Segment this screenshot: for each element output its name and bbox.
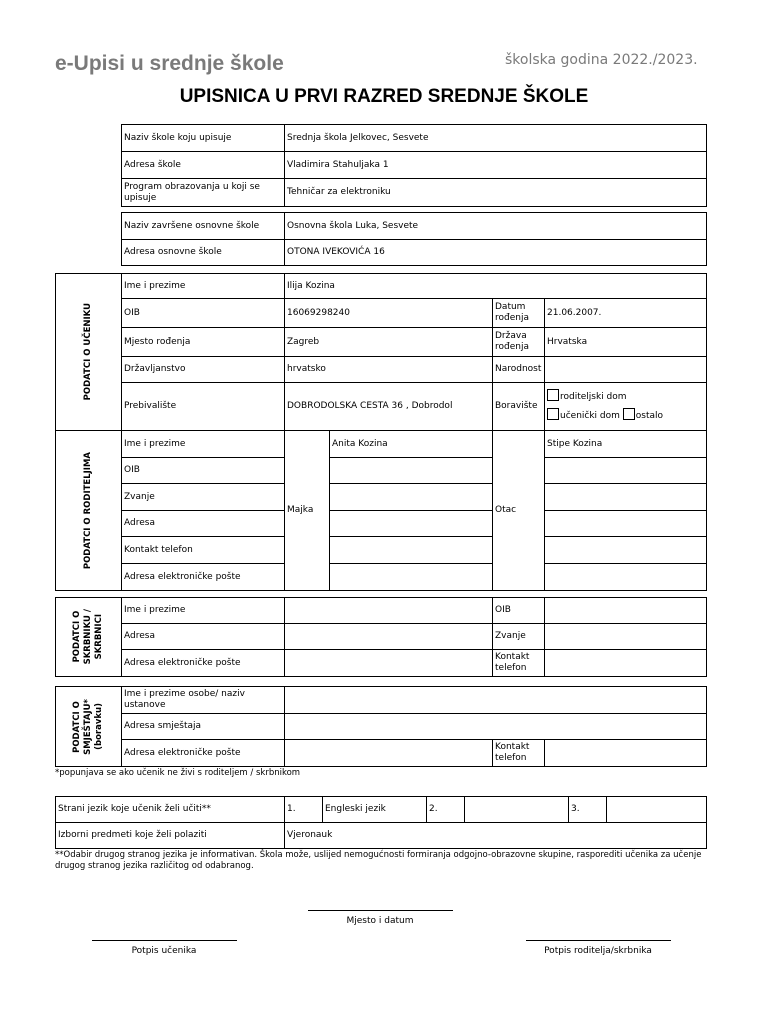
languages-footnote: **Odabir drugog stranog jezika je informativan. Škola može, uslijed nemogućnosti formiranja odgojno-obrazovne skupine, rasporediti učenika za učenje drugog stranog jezika različitog od odabranog. <box>55 850 702 871</box>
father-address-field[interactable] <box>545 511 707 537</box>
father-label: Otac <box>493 431 545 591</box>
mother-address-field[interactable] <box>330 511 493 537</box>
mother-profession-field[interactable] <box>330 484 493 511</box>
citizenship-label: Državljanstvo <box>122 357 285 383</box>
guardian-email-label: Adresa elektroničke pošte <box>122 650 285 677</box>
guardian-table <box>55 597 707 677</box>
birth-country-field[interactable]: Hrvatska <box>545 328 707 357</box>
parent-signature-line <box>526 940 671 941</box>
student-oib-field[interactable]: 16069298240 <box>285 299 493 328</box>
stay-label: Boravište <box>493 383 545 431</box>
languages-label: Strani jezik koje učenik želi učiti** <box>56 797 285 823</box>
primary-school-table <box>121 212 707 266</box>
parent-email-label: Adresa elektroničke pošte <box>122 564 285 591</box>
student-signature-label: Potpis učenika <box>131 946 197 956</box>
primary-school-name-label: Naziv završene osnovne škole <box>122 213 285 240</box>
parent-signature-label: Potpis roditelja/skrbnika <box>544 946 652 956</box>
guardian-profession-field[interactable] <box>545 624 707 650</box>
accommodation-section-label: PODATCI O SMJEŠTAJU* (boravku) <box>56 687 122 767</box>
stay-dorm-checkbox[interactable] <box>547 408 559 420</box>
mother-email-field[interactable] <box>330 564 493 591</box>
language-1-field[interactable]: Engleski jezik <box>323 797 427 823</box>
residence-label: Prebivalište <box>122 383 285 431</box>
guardian-profession-label: Zvanje <box>493 624 545 650</box>
student-name-label: Ime i prezime <box>122 274 285 299</box>
student-dob-field[interactable]: 21.06.2007. <box>545 299 707 328</box>
stay-other-checkbox[interactable] <box>623 408 635 420</box>
school-table <box>121 124 707 207</box>
primary-school-name-field[interactable]: Osnovna škola Luka, Sesvete <box>285 213 707 240</box>
accommodation-table <box>55 686 707 767</box>
accommodation-address-label: Adresa smještaja <box>122 714 285 740</box>
guardian-section-label: PODATCI O SKRBNIKU / SKRBNICI <box>56 598 122 677</box>
guardian-phone-field[interactable] <box>545 650 707 677</box>
nationality-label: Narodnost <box>493 357 545 383</box>
parent-oib-label: OIB <box>122 458 285 484</box>
student-name-field[interactable]: Ilija Kozina <box>285 274 707 299</box>
guardian-oib-label: OIB <box>493 598 545 624</box>
accommodation-name-field[interactable] <box>285 687 707 714</box>
guardian-name-label: Ime i prezime <box>122 598 285 624</box>
form-title: UPISNICA U PRVI RAZRED SREDNJE ŠKOLE <box>179 86 589 107</box>
elective-label: Izborni predmeti koje želi polaziti <box>56 823 285 849</box>
father-oib-field[interactable] <box>545 458 707 484</box>
student-section-label: PODATCI O UČENIKU <box>56 274 122 431</box>
stay-dorm-label: učenički dom <box>560 410 620 421</box>
primary-school-address-field[interactable]: OTONA IVEKOVIĆA 16 <box>285 240 707 266</box>
guardian-name-field[interactable] <box>285 598 493 624</box>
school-name-field[interactable]: Srednja škola Jelkovec, Sesvete <box>285 125 707 152</box>
place-date-line <box>308 910 453 911</box>
accommodation-email-label: Adresa elektroničke pošte <box>122 740 285 767</box>
program-label: Program obrazovanja u koji se upisuje <box>122 179 285 207</box>
accommodation-footnote: *popunjava se ako učenik ne živi s roditeljem / skrbnikom <box>55 768 301 778</box>
guardian-phone-label: Kontakt telefon <box>493 650 545 677</box>
school-name-label: Naziv škole koju upisuje <box>122 125 285 152</box>
place-date-label: Mjesto i datum <box>346 916 414 926</box>
guardian-address-field[interactable] <box>285 624 493 650</box>
parent-profession-label: Zvanje <box>122 484 285 511</box>
father-email-field[interactable] <box>545 564 707 591</box>
mother-label: Majka <box>285 431 330 591</box>
student-parents-table <box>55 273 707 591</box>
birthplace-label: Mjesto rođenja <box>122 328 285 357</box>
parent-name-label: Ime i prezime <box>122 431 285 458</box>
stay-parents-checkbox[interactable] <box>547 389 559 401</box>
accommodation-address-field[interactable] <box>285 714 707 740</box>
language-2-number: 2. <box>427 797 465 823</box>
father-name-field[interactable]: Stipe Kozina <box>545 431 707 458</box>
stay-other-label: ostalo <box>635 410 664 421</box>
guardian-email-field[interactable] <box>285 650 493 677</box>
birth-country-label: Država rođenja <box>493 328 545 357</box>
father-phone-field[interactable] <box>545 537 707 564</box>
language-2-field[interactable] <box>465 797 569 823</box>
school-year: školska godina 2022./2023. <box>505 52 698 68</box>
elective-field[interactable]: Vjeronauk <box>285 823 707 849</box>
parent-address-label: Adresa <box>122 511 285 537</box>
school-address-label: Adresa škole <box>122 152 285 179</box>
citizenship-field[interactable]: hrvatsko <box>285 357 493 383</box>
guardian-address-label: Adresa <box>122 624 285 650</box>
accommodation-phone-label: Kontakt telefon <box>493 740 545 767</box>
residence-field[interactable]: DOBRODOLSKA CESTA 36 , Dobrodol <box>285 383 493 431</box>
nationality-field[interactable] <box>545 357 707 383</box>
student-oib-label: OIB <box>122 299 285 328</box>
school-address-field[interactable]: Vladimira Stahuljaka 1 <box>285 152 707 179</box>
program-field[interactable]: Tehničar za elektroniku <box>285 179 707 207</box>
brand-title: e-Upisi u srednje škole <box>55 52 284 75</box>
mother-oib-field[interactable] <box>330 458 493 484</box>
stay-parents-label: roditeljski dom <box>560 391 627 402</box>
parent-phone-label: Kontakt telefon <box>122 537 285 564</box>
languages-table <box>55 796 707 849</box>
stay-options <box>545 383 707 431</box>
accommodation-name-label: Ime i prezime osobe/ naziv ustanove <box>122 687 285 714</box>
birthplace-field[interactable]: Zagreb <box>285 328 493 357</box>
parents-section-label: PODATCI O RODITELJIMA <box>56 431 122 591</box>
accommodation-phone-field[interactable] <box>545 740 707 767</box>
mother-name-field[interactable]: Anita Kozina <box>330 431 493 458</box>
language-3-field[interactable] <box>607 797 707 823</box>
student-signature-line <box>92 940 237 941</box>
father-profession-field[interactable] <box>545 484 707 511</box>
accommodation-email-field[interactable] <box>285 740 493 767</box>
mother-phone-field[interactable] <box>330 537 493 564</box>
language-1-number: 1. <box>285 797 323 823</box>
language-3-number: 3. <box>569 797 607 823</box>
primary-school-address-label: Adresa osnovne škole <box>122 240 285 266</box>
guardian-oib-field[interactable] <box>545 598 707 624</box>
student-dob-label: Datum rođenja <box>493 299 545 328</box>
